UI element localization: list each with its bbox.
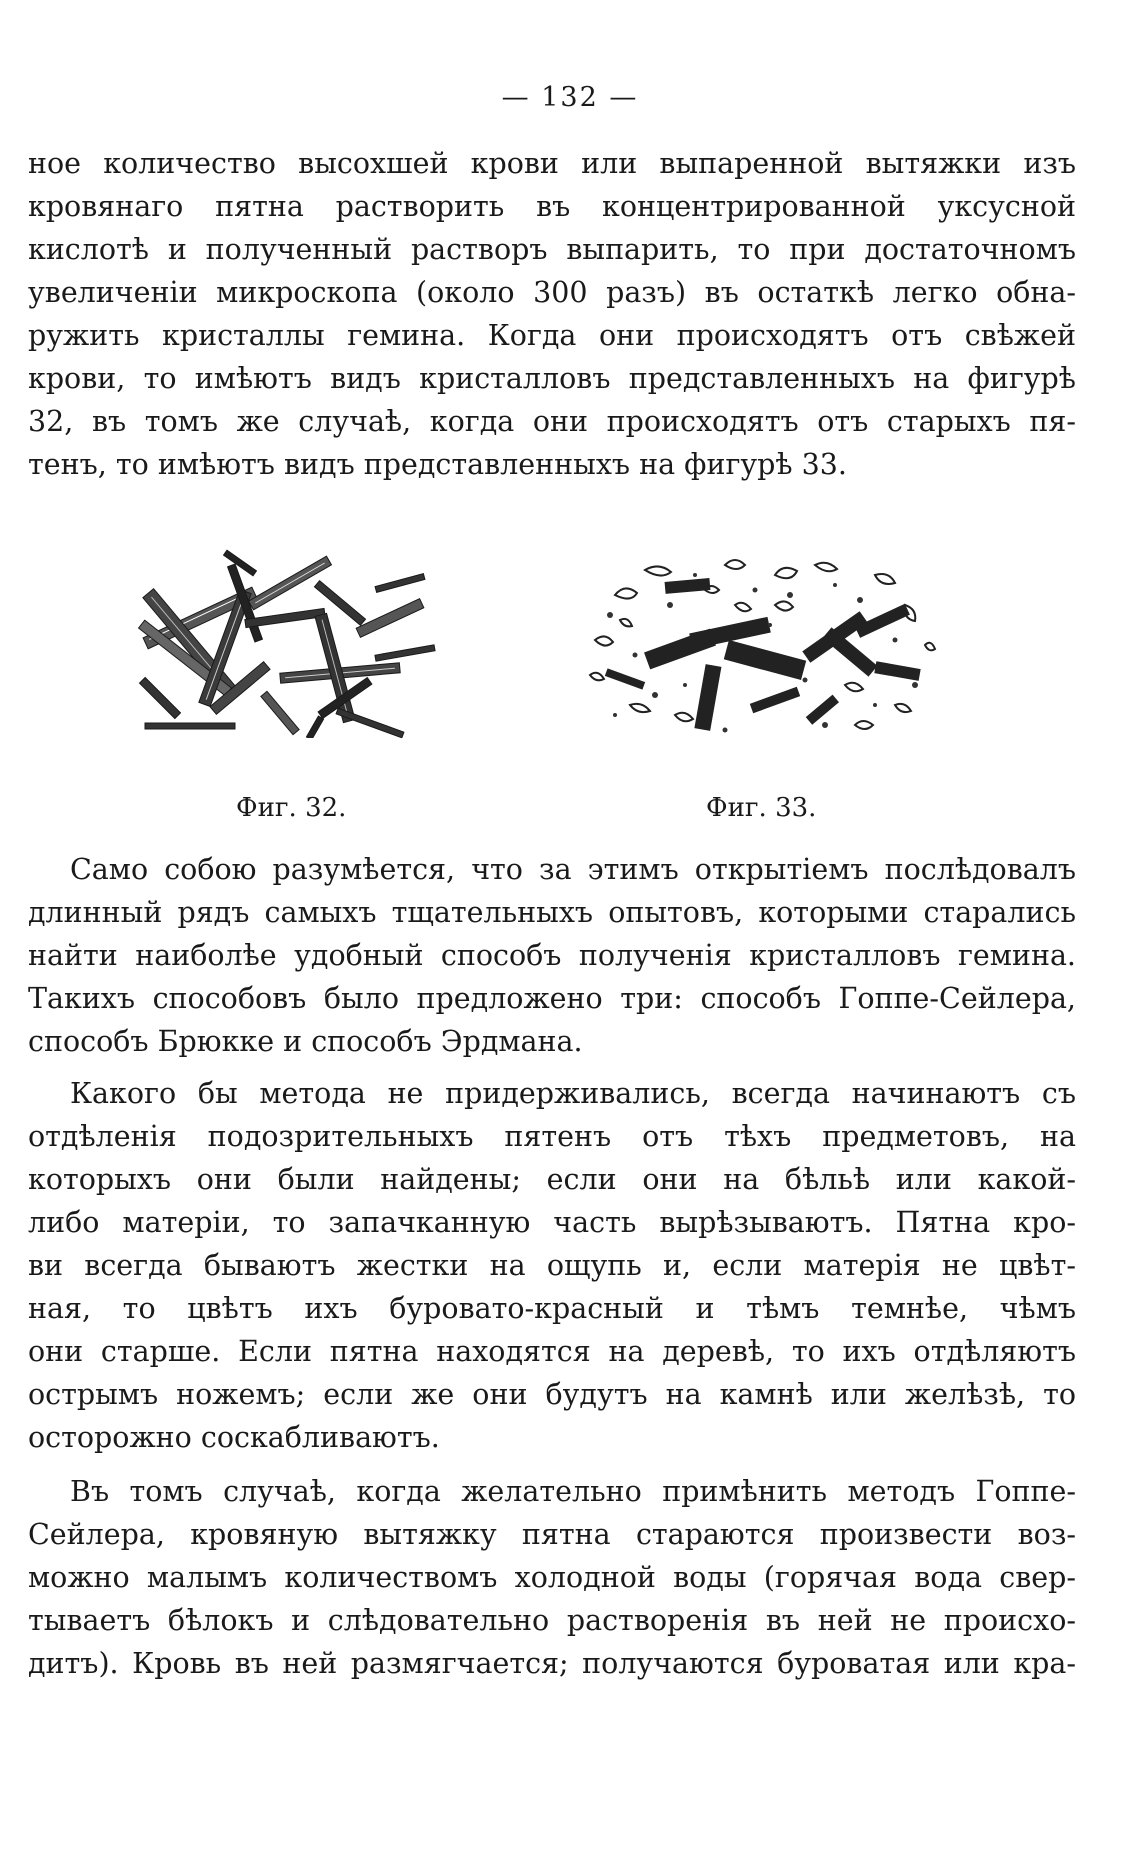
paragraph-1 (28, 142, 1076, 486)
text-line: ви всегда бываютъ жестки на ощупь и, если матерія не цвѣт- (28, 1249, 1076, 1282)
text-line: ная, то цвѣтъ ихъ буровато-красный и тѣмъ темнѣе, чѣмъ (28, 1292, 1076, 1325)
crystal-rod (145, 723, 235, 729)
figure-33-caption: Фиг. 33. (706, 793, 817, 823)
text-line: дитъ). Кровь въ ней размягчается; получаются буроватая или кра- (28, 1647, 1076, 1680)
paragraph-2 (28, 848, 1076, 1063)
crystal-rod (139, 677, 180, 718)
page-number: — 132 — (501, 82, 639, 113)
paragraph-4 (28, 1470, 1076, 1685)
figure-33-illustration (575, 545, 945, 745)
crystal-rod (356, 599, 424, 638)
text-line: кровянаго пятна растворить въ концентрированной уксусной (28, 190, 1076, 223)
crystal-rod (261, 691, 299, 734)
figure-32-caption: Фиг. 32. (236, 793, 347, 823)
paragraph-3 (28, 1072, 1076, 1459)
text-line: длинный рядъ самыхъ тщательныхъ опытовъ, которыми старались (28, 896, 1076, 929)
crystal-rod (224, 550, 257, 576)
text-line: Въ томъ случаѣ, когда желательно примѣнить методъ Гоппе- (70, 1475, 1076, 1508)
crystal-rod (375, 645, 435, 661)
crystal-rod (306, 716, 323, 738)
crystal-rod (336, 708, 404, 738)
text-line: отдѣленія подозрительныхъ пятенъ отъ тѣхъ предметовъ, на (28, 1120, 1076, 1153)
text-line: Само собою разумѣется, что за этимъ открытіемъ послѣдовалъ (70, 853, 1076, 886)
text-line: увеличеніи микроскопа (около 300 разъ) въ остаткѣ легко обна- (28, 276, 1076, 309)
crystal-rod (245, 608, 325, 627)
text-line: крови, то имѣютъ видъ кристалловъ представленныхъ на фигурѣ (28, 362, 1076, 395)
figure-32-illustration (130, 548, 450, 738)
crystal-rod (375, 574, 425, 593)
text-line: Какого бы метода не придерживались, всегда начинаютъ съ (70, 1077, 1076, 1110)
text-line: острымъ ножемъ; если же они будутъ на камнѣ или желѣзѣ, то (28, 1378, 1076, 1411)
text-line: способъ Брюкке и способъ Эрдмана. (28, 1025, 583, 1058)
text-line: Сейлера, кровяную вытяжку пятна стараются произвести воз- (28, 1518, 1076, 1551)
text-line: либо матеріи, то запачканную часть вырѣзываютъ. Пятна кро- (28, 1206, 1076, 1239)
text-line: Такихъ способовъ было предложено три: способъ Гоппе-Сейлера, (28, 982, 1076, 1015)
text-line: осторожно соскабливаютъ. (28, 1421, 440, 1454)
text-line: ружить кристаллы гемина. Когда они происходятъ отъ свѣжей (28, 319, 1076, 352)
text-line: кислотѣ и полученный растворъ выпарить, то при достаточномъ (28, 233, 1076, 266)
text-line: ное количество высохшей крови или выпаренной вытяжки изъ (28, 147, 1076, 180)
fragment-cluster (605, 578, 921, 731)
text-line: они старше. Если пятна находятся на деревѣ, то ихъ отдѣляютъ (28, 1335, 1076, 1368)
text-line: которыхъ они были найдены; если они на бѣльѣ или какой- (28, 1163, 1076, 1196)
text-line: можно малымъ количествомъ холодной воды (горячая вода свер- (28, 1561, 1076, 1594)
text-line: тываетъ бѣлокъ и слѣдовательно растворенія въ ней не происхо- (28, 1604, 1076, 1637)
text-line: найти наиболѣе удобный способъ полученія кристалловъ гемина. (28, 939, 1076, 972)
text-line: 32, въ томъ же случаѣ, когда они происходятъ отъ старыхъ пя- (28, 405, 1076, 438)
text-line: тенъ, то имѣютъ видъ представленныхъ на фигурѣ 33. (28, 448, 847, 481)
